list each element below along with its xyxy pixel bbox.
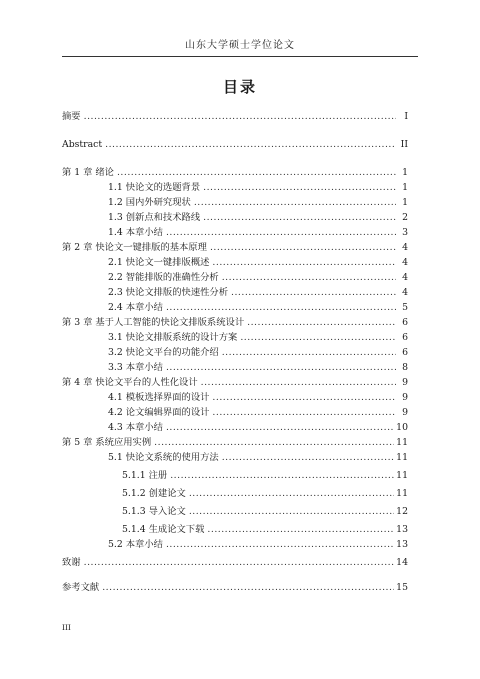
toc-entry-label: 5.1 快论文系统的使用方法 xyxy=(108,452,219,463)
toc-entry[interactable] xyxy=(62,422,408,434)
toc-entry[interactable] xyxy=(62,392,408,404)
toc-entry[interactable] xyxy=(62,347,408,359)
toc-leader-dots xyxy=(210,242,396,254)
toc-entry[interactable] xyxy=(62,557,408,569)
toc-entry-page-number: 8 xyxy=(402,362,408,373)
toc-entry[interactable] xyxy=(62,332,408,344)
toc-leader-dots xyxy=(84,111,396,123)
toc-leader-dots xyxy=(194,197,396,209)
toc-entry-page-number: 4 xyxy=(402,242,408,253)
toc-entry[interactable] xyxy=(62,212,408,224)
toc-entry[interactable] xyxy=(62,407,408,419)
toc-leader-dots xyxy=(189,488,394,500)
toc-entry-label: 4.2 论文编辑界面的设计 xyxy=(108,407,210,418)
toc-entry-page-number: I xyxy=(404,111,408,122)
toc-entry-label: 2.1 快论文一键排版概述 xyxy=(108,257,210,268)
toc-entry[interactable] xyxy=(62,302,408,314)
toc-entry[interactable] xyxy=(62,437,408,449)
toc-entry[interactable] xyxy=(62,524,408,536)
toc-leader-dots xyxy=(166,362,396,374)
toc-entry-page-number: 11 xyxy=(396,452,408,463)
toc-leader-dots xyxy=(212,407,396,419)
toc-entry-label: 1.4 本章小结 xyxy=(108,227,163,238)
toc-entry-page-number: 13 xyxy=(396,539,408,550)
toc-entry-page-number: 4 xyxy=(402,257,408,268)
toc-entry-page-number: 10 xyxy=(396,422,408,433)
toc-leader-dots xyxy=(231,287,396,299)
toc-entry-page-number: 5 xyxy=(402,302,408,313)
toc-leader-dots xyxy=(117,167,396,179)
toc-entry-label: 3.1 快论文排版系统的设计方案 xyxy=(108,332,238,343)
toc-entry[interactable] xyxy=(62,470,408,482)
toc-entry[interactable] xyxy=(62,317,408,329)
toc-entry-label: 2.4 本章小结 xyxy=(108,302,163,313)
toc-entry-label: 5.1.1 注册 xyxy=(122,470,168,481)
toc-leader-dots xyxy=(166,227,396,239)
toc-entry-label: 4.1 模板选择界面的设计 xyxy=(108,392,210,403)
toc-leader-dots xyxy=(212,392,396,404)
toc-entry-page-number: 11 xyxy=(396,488,408,499)
toc-entry[interactable] xyxy=(62,506,408,518)
toc-entry-label: Abstract xyxy=(62,139,103,150)
toc-entry-label: 第 5 章 系统应用实例 xyxy=(62,437,152,448)
toc-leader-dots xyxy=(166,422,394,434)
toc-entry-page-number: 15 xyxy=(396,582,408,593)
toc-entry-page-number: 4 xyxy=(402,272,408,283)
toc-entry-page-number: 6 xyxy=(402,347,408,358)
page-number: III xyxy=(62,623,71,632)
toc-entry[interactable] xyxy=(62,539,408,551)
table-of-contents xyxy=(62,111,408,594)
toc-entry-label: 3.3 本章小结 xyxy=(108,362,163,373)
toc-entry-page-number: 9 xyxy=(402,407,408,418)
toc-entry-page-number: 9 xyxy=(402,377,408,388)
toc-entry-page-number: 1 xyxy=(402,167,408,178)
toc-leader-dots xyxy=(166,302,396,314)
toc-entry[interactable] xyxy=(62,488,408,500)
toc-entry-page-number: 11 xyxy=(396,437,408,448)
toc-entry[interactable] xyxy=(62,167,408,179)
toc-entry[interactable] xyxy=(62,287,408,299)
toc-entry-page-number: 1 xyxy=(402,197,408,208)
toc-entry-label: 第 4 章 快论文平台的人性化设计 xyxy=(62,377,198,388)
toc-entry[interactable] xyxy=(62,272,408,284)
toc-entry-label: 3.2 快论文平台的功能介绍 xyxy=(108,347,219,358)
toc-leader-dots xyxy=(240,332,396,344)
toc-entry[interactable] xyxy=(62,377,408,389)
toc-entry-label: 致谢 xyxy=(62,557,81,568)
toc-entry-page-number: 13 xyxy=(396,524,408,535)
toc-entry[interactable] xyxy=(62,227,408,239)
toc-entry-label: 1.2 国内外研究现状 xyxy=(108,197,191,208)
toc-leader-dots xyxy=(222,452,394,464)
toc-leader-dots xyxy=(212,257,396,269)
toc-title: 目录 xyxy=(222,78,257,96)
toc-entry-page-number: 9 xyxy=(402,392,408,403)
toc-entry-page-number: 4 xyxy=(402,287,408,298)
toc-entry-label: 1.1 快论文的选题背景 xyxy=(108,182,201,193)
toc-entry-label: 2.2 智能排版的准确性分析 xyxy=(108,272,219,283)
toc-leader-dots xyxy=(203,212,396,224)
toc-leader-dots xyxy=(203,182,396,194)
toc-entry-page-number: 1 xyxy=(402,182,408,193)
toc-leader-dots xyxy=(207,524,394,536)
toc-entry-label: 摘要 xyxy=(62,111,81,122)
toc-entry-page-number: 3 xyxy=(402,227,408,238)
running-header: 山东大学硕士学位论文 xyxy=(62,36,418,57)
toc-entry-label: 第 2 章 快论文一键排版的基本原理 xyxy=(62,242,207,253)
toc-entry-page-number: 6 xyxy=(402,317,408,328)
toc-entry[interactable] xyxy=(62,242,408,254)
toc-entry[interactable] xyxy=(62,452,408,464)
toc-entry[interactable] xyxy=(62,139,408,151)
toc-leader-dots xyxy=(222,272,396,284)
toc-leader-dots xyxy=(170,470,394,482)
toc-entry-label: 1.3 创新点和技术路线 xyxy=(108,212,201,223)
toc-entry-page-number: 2 xyxy=(402,212,408,223)
toc-leader-dots xyxy=(105,139,396,151)
toc-leader-dots xyxy=(154,437,394,449)
toc-entry[interactable] xyxy=(62,362,408,374)
toc-entry-page-number: 11 xyxy=(396,470,408,481)
toc-entry-label: 2.3 快论文排版的快速性分析 xyxy=(108,287,229,298)
toc-entry-label: 5.1.2 创建论文 xyxy=(122,488,186,499)
toc-leader-dots xyxy=(166,539,394,551)
toc-entry-label: 5.1.3 导入论文 xyxy=(122,506,186,517)
toc-entry-page-number: 14 xyxy=(396,557,408,568)
toc-entry-page-number: 6 xyxy=(402,332,408,343)
toc-entry-page-number: II xyxy=(400,139,408,150)
toc-leader-dots xyxy=(84,557,395,569)
toc-leader-dots xyxy=(222,347,396,359)
toc-entry-label: 第 3 章 基于人工智能的快论文排版系统设计 xyxy=(62,317,245,328)
toc-entry-label: 参考文献 xyxy=(62,582,100,593)
toc-leader-dots xyxy=(102,582,394,594)
toc-entry-label: 第 1 章 绪论 xyxy=(62,167,114,178)
toc-entry[interactable] xyxy=(62,182,408,194)
toc-entry-label: 5.1.4 生成论文下载 xyxy=(122,524,205,535)
toc-entry-label: 4.3 本章小结 xyxy=(108,422,163,433)
toc-leader-dots xyxy=(189,506,394,518)
toc-entry[interactable] xyxy=(62,197,408,209)
toc-entry[interactable] xyxy=(62,582,408,594)
toc-leader-dots xyxy=(201,377,396,389)
toc-entry[interactable] xyxy=(62,257,408,269)
toc-entry[interactable] xyxy=(62,111,408,123)
toc-entry-label: 5.2 本章小结 xyxy=(108,539,163,550)
toc-leader-dots xyxy=(247,317,396,329)
toc-entry-page-number: 12 xyxy=(396,506,408,517)
